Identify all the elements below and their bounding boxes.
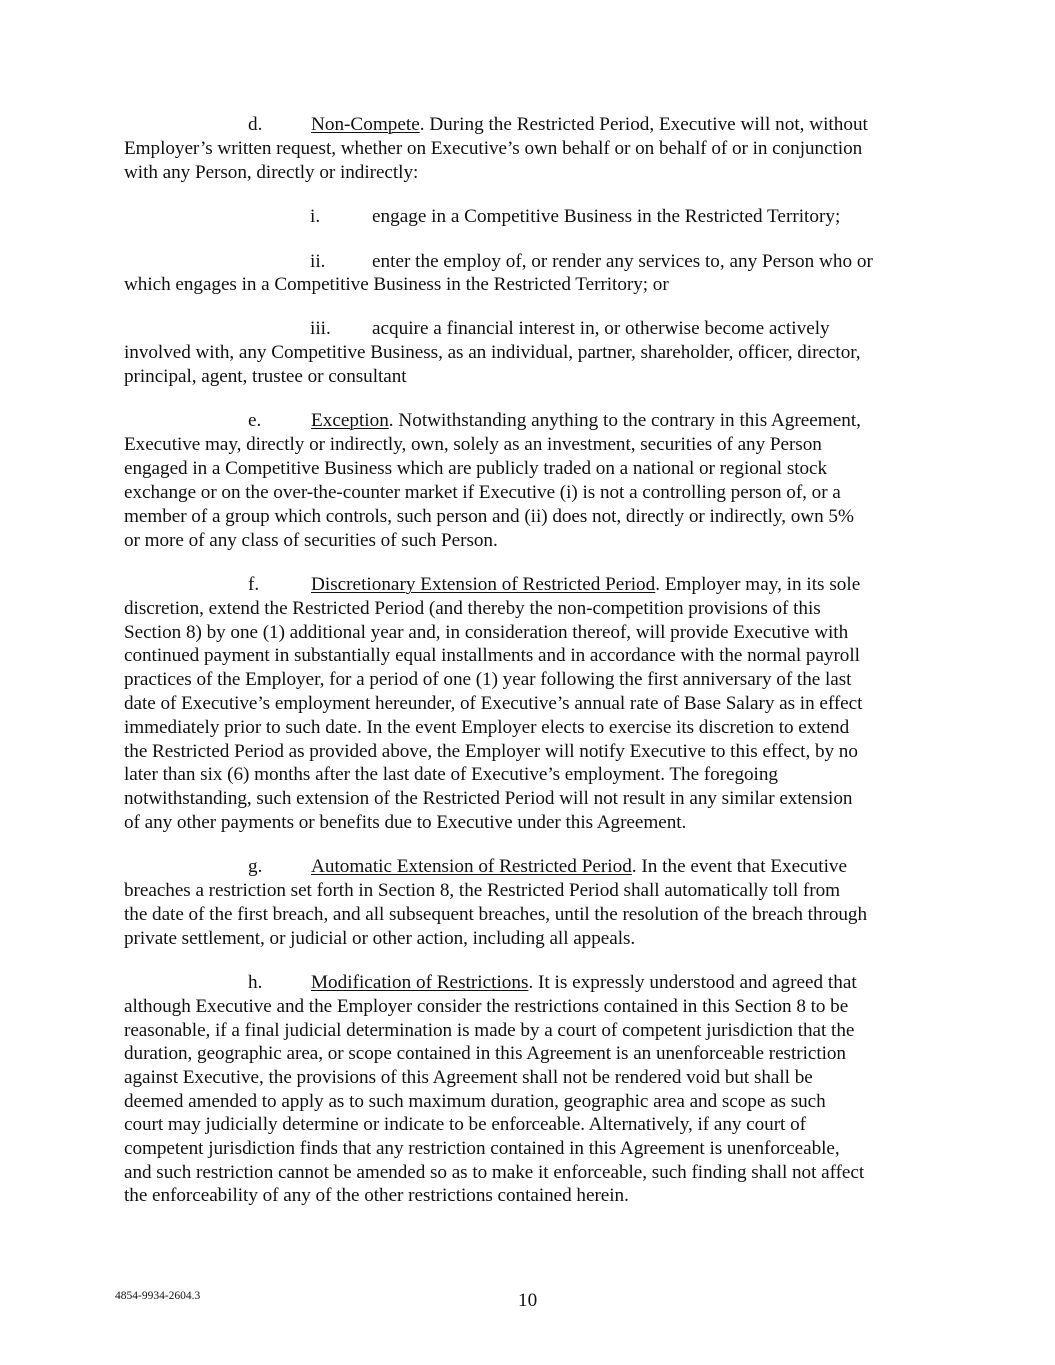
paragraph-line: which engages in a Competitive Business in the Restricted Territory; or [124, 274, 669, 295]
paragraph-line: continued payment in substantially equal installments and in accordance with the normal payroll [124, 645, 860, 666]
section-first-line [311, 573, 860, 597]
paragraph-line: deemed amended to apply as to such maximum duration, geographic area and scope as such [124, 1091, 826, 1112]
paragraph-line: although Executive and the Employer consider the restrictions contained in this Section 8 to be [124, 996, 849, 1017]
paragraph-line: the enforceability of any of the other restrictions contained herein. [124, 1185, 629, 1206]
paragraph-line: notwithstanding, such extension of the Restricted Period will not result in any similar extension [124, 788, 853, 809]
section-first-line [311, 855, 847, 879]
paragraph-line: competent jurisdiction finds that any restriction contained in this Agreement is unenforceable, [124, 1138, 840, 1159]
paragraph-line: engaged in a Competitive Business which are publicly traded on a national or regional stock [124, 458, 828, 479]
section-heading: Exception [311, 410, 389, 431]
paragraph-line: practices of the Employer, for a period of one (1) year following the first anniversary of the last [124, 669, 852, 690]
subitem-label: i. [310, 206, 321, 227]
section-heading: Modification of Restrictions [311, 972, 529, 993]
section-heading: Automatic Extension of Restricted Period [311, 856, 632, 877]
paragraph-line: later than six (6) months after the last date of Executive’s employment. The foregoing [124, 764, 778, 785]
paragraph-line: member of a group which controls, such person and (ii) does not, directly or indirectly, own 5% [124, 506, 854, 527]
paragraph-line: Executive may, directly or indirectly, own, solely as an investment, securities of any Person [124, 434, 822, 455]
section-first-line [311, 971, 857, 995]
section-first-line [311, 113, 868, 137]
section-text: . In the event that Executive [631, 856, 848, 877]
paragraph-line: Employer’s written request, whether on Executive’s own behalf or on behalf of or in conjunction [124, 138, 863, 159]
subitem-first-line: engage in a Competitive Business in the Restricted Territory; [372, 206, 841, 227]
paragraph-line: discretion, extend the Restricted Period (and thereby the non-competition provisions of this [124, 598, 821, 619]
section-label: f. [248, 574, 260, 595]
paragraph-line: against Executive, the provisions of this Agreement shall not be rendered void but shall be [124, 1067, 813, 1088]
subitem-label: ii. [310, 251, 326, 272]
paragraph-line: with any Person, directly or indirectly: [124, 162, 419, 183]
document-id: 4854-9934-2604.3 [115, 1290, 201, 1302]
paragraph-line: of any other payments or benefits due to Executive under this Agreement. [124, 812, 687, 833]
section-label: e. [248, 410, 262, 431]
section-text: . It is expressly understood and agreed that [528, 972, 857, 993]
paragraph-line: principal, agent, trustee or consultant [124, 366, 407, 387]
section-label: g. [248, 856, 263, 877]
paragraph-line: court may judicially determine or indicate to be enforceable. Alternatively, if any court of [124, 1114, 806, 1135]
paragraph-line: private settlement, or judicial or other action, including all appeals. [124, 928, 636, 949]
paragraph-line: immediately prior to such date. In the event Employer elects to exercise its discretion to extend [124, 717, 850, 738]
paragraph-line: exchange or on the over-the-counter market if Executive (i) is not a controlling person of, or a [124, 482, 841, 503]
section-first-line [311, 409, 861, 433]
section-text: . Notwithstanding anything to the contrary in this Agreement, [388, 410, 861, 431]
subitem-first-line: enter the employ of, or render any services to, any Person who or [372, 251, 873, 272]
subitem-label: iii. [310, 318, 331, 339]
paragraph-line: involved with, any Competitive Business, as an individual, partner, shareholder, officer, director, [124, 342, 861, 363]
paragraph-line: reasonable, if a final judicial determination is made by a court of competent jurisdiction that the [124, 1020, 855, 1041]
subitem-first-line: acquire a financial interest in, or otherwise become actively [372, 318, 830, 339]
section-text: . During the Restricted Period, Executive will not, without [419, 114, 868, 135]
section-heading: Discretionary Extension of Restricted Period [311, 574, 656, 595]
paragraph-line: the date of the first breach, and all subsequent breaches, until the resolution of the breach through [124, 904, 868, 925]
paragraph-line: breaches a restriction set forth in Section 8, the Restricted Period shall automatically toll from [124, 880, 841, 901]
paragraph-line: Section 8) by one (1) additional year and, in consideration thereof, will provide Executive with [124, 622, 849, 643]
paragraph-line: and such restriction cannot be amended so as to make it enforceable, such finding shall not affect [124, 1162, 865, 1183]
page-number: 10 [518, 1290, 538, 1311]
section-heading: Non-Compete [311, 114, 420, 135]
section-label: d. [248, 114, 263, 135]
paragraph-line: date of Executive’s employment hereunder, of Executive’s annual rate of Base Salary as in effect [124, 693, 863, 714]
section-text: . Employer may, in its sole [655, 574, 861, 595]
section-label: h. [248, 972, 263, 993]
paragraph-line: or more of any class of securities of such Person. [124, 530, 498, 551]
paragraph-line: duration, geographic area, or scope contained in this Agreement is an unenforceable restriction [124, 1043, 846, 1064]
paragraph-line: the Restricted Period as provided above, the Employer will notify Executive to this effect, by no [124, 741, 858, 762]
